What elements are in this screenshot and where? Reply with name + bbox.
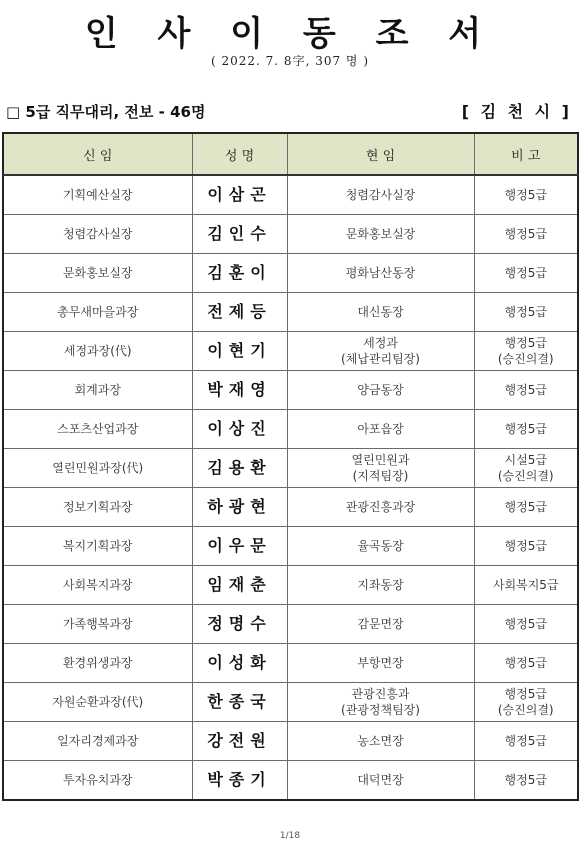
cell-name-text: 이우문 bbox=[207, 536, 272, 555]
cell-note bbox=[474, 722, 578, 761]
table-row bbox=[3, 215, 578, 254]
cell-current-position bbox=[287, 644, 474, 683]
cell-name-text: 이삼곤 bbox=[207, 185, 272, 204]
table-row bbox=[3, 644, 578, 683]
cell-new-position bbox=[3, 722, 192, 761]
page-number: 1/18 bbox=[279, 831, 301, 841]
cell-name-text: 전제등 bbox=[207, 302, 272, 321]
cell-note-text: (승진의결) bbox=[497, 703, 554, 717]
cell-current-position-text: 관광진흥과 bbox=[351, 687, 410, 701]
cell-current-position-text: 대신동장 bbox=[357, 305, 404, 319]
cell-current-position bbox=[287, 722, 474, 761]
cell-name-text: 정명수 bbox=[207, 614, 272, 633]
cell-current-position-text: 대덕면장 bbox=[357, 773, 404, 787]
cell-note-text: 행정5급 bbox=[504, 539, 547, 553]
cell-note bbox=[474, 488, 578, 527]
table-row bbox=[3, 449, 578, 488]
cell-name bbox=[192, 371, 287, 410]
cell-current-position bbox=[287, 761, 474, 801]
table-row bbox=[3, 722, 578, 761]
cell-new-position-text: 정보기획과장 bbox=[62, 500, 133, 514]
cell-note-text: 행정5급 bbox=[504, 687, 547, 701]
cell-new-position-text: 일자리경제과장 bbox=[57, 734, 139, 748]
table-row bbox=[3, 605, 578, 644]
cell-current-position bbox=[287, 254, 474, 293]
cell-current-position-text: 평화남산동장 bbox=[345, 266, 416, 280]
cell-name-text: 박재영 bbox=[207, 380, 272, 399]
cell-note-text: 행정5급 bbox=[504, 336, 547, 350]
cell-current-position-text: 관광진흥과장 bbox=[345, 500, 416, 514]
cell-note bbox=[474, 761, 578, 801]
cell-current-position bbox=[287, 527, 474, 566]
cell-current-position bbox=[287, 332, 474, 371]
table-row bbox=[3, 254, 578, 293]
cell-current-position-text: (지적팀장) bbox=[352, 469, 409, 483]
cell-note bbox=[474, 683, 578, 722]
table-row bbox=[3, 175, 578, 215]
cell-note-text: 행정5급 bbox=[504, 227, 547, 241]
cell-note-text: 행정5급 bbox=[504, 500, 547, 514]
cell-note bbox=[474, 371, 578, 410]
cell-current-position-text: (체납관리팀장) bbox=[341, 352, 420, 366]
cell-new-position-text: 열린민원과장(代) bbox=[52, 461, 144, 475]
table-row bbox=[3, 410, 578, 449]
cell-name-text: 박종기 bbox=[207, 770, 272, 789]
document-title: 인 사 이 동 조 서 bbox=[84, 14, 496, 54]
cell-name-text: 김용환 bbox=[207, 458, 272, 477]
cell-new-position bbox=[3, 761, 192, 801]
cell-note-text: 행정5급 bbox=[504, 734, 547, 748]
cell-current-position bbox=[287, 175, 474, 215]
cell-name bbox=[192, 722, 287, 761]
cell-name bbox=[192, 449, 287, 488]
cell-name bbox=[192, 293, 287, 332]
cell-name bbox=[192, 215, 287, 254]
cell-new-position-text: 자원순환과장(代) bbox=[52, 695, 144, 709]
cell-new-position bbox=[3, 215, 192, 254]
cell-new-position bbox=[3, 683, 192, 722]
document-subtitle: ( 2022. 7. 8字, 307 명 ) bbox=[211, 54, 369, 68]
cell-current-position-text: 양금동장 bbox=[357, 383, 404, 397]
cell-new-position-text: 총무새마을과장 bbox=[57, 305, 139, 319]
cell-new-position bbox=[3, 254, 192, 293]
cell-current-position bbox=[287, 488, 474, 527]
cell-name bbox=[192, 527, 287, 566]
cell-name bbox=[192, 644, 287, 683]
cell-current-position bbox=[287, 410, 474, 449]
cell-new-position bbox=[3, 293, 192, 332]
cell-note-text: 행정5급 bbox=[504, 617, 547, 631]
table-row bbox=[3, 566, 578, 605]
cell-current-position bbox=[287, 449, 474, 488]
cell-new-position-text: 환경위생과장 bbox=[62, 656, 133, 670]
section-heading: □ 5급 직무대리, 전보 - 46명 bbox=[6, 103, 206, 121]
cell-note-text: 시설5급 bbox=[504, 453, 547, 467]
cell-note bbox=[474, 449, 578, 488]
cell-note-text: 행정5급 bbox=[504, 188, 547, 202]
cell-new-position bbox=[3, 566, 192, 605]
cell-name-text: 강전원 bbox=[207, 731, 272, 750]
cell-note bbox=[474, 293, 578, 332]
cell-new-position-text: 가족행복과장 bbox=[62, 617, 133, 631]
cell-new-position-text: 투자유치과장 bbox=[62, 773, 133, 787]
header-current-position: 현 임 bbox=[287, 133, 474, 175]
cell-note bbox=[474, 332, 578, 371]
cell-new-position bbox=[3, 488, 192, 527]
cell-name bbox=[192, 488, 287, 527]
header-name: 성 명 bbox=[192, 133, 287, 175]
cell-note bbox=[474, 254, 578, 293]
cell-note-text: 행정5급 bbox=[504, 383, 547, 397]
table-row bbox=[3, 293, 578, 332]
table-row bbox=[3, 761, 578, 801]
cell-current-position-text: 지좌동장 bbox=[357, 578, 404, 592]
cell-new-position bbox=[3, 175, 192, 215]
cell-current-position-text: 열린민원과 bbox=[351, 453, 410, 467]
cell-note bbox=[474, 566, 578, 605]
cell-name-text: 임재춘 bbox=[207, 575, 272, 594]
cell-new-position bbox=[3, 644, 192, 683]
table-row bbox=[3, 332, 578, 371]
city-label: [ 김 천 시 ] bbox=[461, 102, 572, 121]
cell-note-text: 사회복지5급 bbox=[492, 578, 559, 592]
cell-note bbox=[474, 527, 578, 566]
cell-new-position bbox=[3, 605, 192, 644]
cell-note bbox=[474, 605, 578, 644]
cell-new-position bbox=[3, 449, 192, 488]
table-row bbox=[3, 371, 578, 410]
cell-new-position bbox=[3, 332, 192, 371]
cell-name bbox=[192, 332, 287, 371]
cell-name bbox=[192, 566, 287, 605]
cell-note-text: (승진의결) bbox=[497, 352, 554, 366]
cell-new-position bbox=[3, 410, 192, 449]
cell-current-position bbox=[287, 683, 474, 722]
cell-new-position bbox=[3, 527, 192, 566]
cell-current-position bbox=[287, 371, 474, 410]
cell-note bbox=[474, 410, 578, 449]
cell-name-text: 김훈이 bbox=[207, 263, 272, 282]
table-body bbox=[3, 175, 578, 800]
cell-note bbox=[474, 175, 578, 215]
cell-current-position bbox=[287, 566, 474, 605]
header-note: 비 고 bbox=[474, 133, 578, 175]
cell-new-position-text: 사회복지과장 bbox=[62, 578, 133, 592]
cell-new-position-text: 기획예산실장 bbox=[62, 188, 133, 202]
table-row bbox=[3, 488, 578, 527]
cell-note bbox=[474, 215, 578, 254]
cell-note-text: 행정5급 bbox=[504, 266, 547, 280]
cell-name bbox=[192, 605, 287, 644]
cell-new-position-text: 스포츠산업과장 bbox=[57, 422, 139, 436]
cell-current-position bbox=[287, 293, 474, 332]
cell-current-position-text: 세정과 bbox=[363, 336, 398, 350]
cell-name bbox=[192, 761, 287, 801]
cell-name bbox=[192, 410, 287, 449]
cell-current-position-text: 율곡동장 bbox=[357, 539, 404, 553]
table-header-row bbox=[3, 133, 578, 175]
cell-note bbox=[474, 644, 578, 683]
cell-current-position-text: 청렴감사실장 bbox=[345, 188, 416, 202]
cell-current-position-text: (관광정책팀장) bbox=[341, 703, 420, 717]
cell-new-position-text: 회계과장 bbox=[74, 383, 121, 397]
cell-name-text: 이현기 bbox=[207, 341, 272, 360]
cell-current-position-text: 문화홍보실장 bbox=[345, 227, 416, 241]
cell-current-position bbox=[287, 605, 474, 644]
cell-note-text: 행정5급 bbox=[504, 656, 547, 670]
cell-current-position-text: 부항면장 bbox=[357, 656, 404, 670]
cell-name-text: 하광현 bbox=[207, 497, 272, 516]
header-new-position: 신 임 bbox=[3, 133, 192, 175]
cell-name bbox=[192, 175, 287, 215]
cell-note-text: 행정5급 bbox=[504, 422, 547, 436]
cell-name-text: 김인수 bbox=[207, 224, 272, 243]
cell-new-position-text: 세정과장(代) bbox=[63, 344, 132, 358]
cell-name-text: 이상진 bbox=[207, 419, 272, 438]
cell-current-position-text: 아포읍장 bbox=[357, 422, 404, 436]
cell-name-text: 한종국 bbox=[207, 692, 272, 711]
cell-name bbox=[192, 254, 287, 293]
personnel-table bbox=[2, 132, 579, 801]
cell-current-position-text: 감문면장 bbox=[357, 617, 404, 631]
cell-note-text: (승진의결) bbox=[497, 469, 554, 483]
cell-new-position bbox=[3, 371, 192, 410]
cell-current-position bbox=[287, 215, 474, 254]
cell-new-position-text: 복지기획과장 bbox=[62, 539, 133, 553]
table-row bbox=[3, 683, 578, 722]
cell-new-position-text: 청렴감사실장 bbox=[62, 227, 133, 241]
cell-current-position-text: 농소면장 bbox=[357, 734, 404, 748]
table-row bbox=[3, 527, 578, 566]
cell-new-position-text: 문화홍보실장 bbox=[62, 266, 133, 280]
cell-name-text: 이성화 bbox=[207, 653, 272, 672]
cell-note-text: 행정5급 bbox=[504, 773, 547, 787]
cell-note-text: 행정5급 bbox=[504, 305, 547, 319]
cell-name bbox=[192, 683, 287, 722]
